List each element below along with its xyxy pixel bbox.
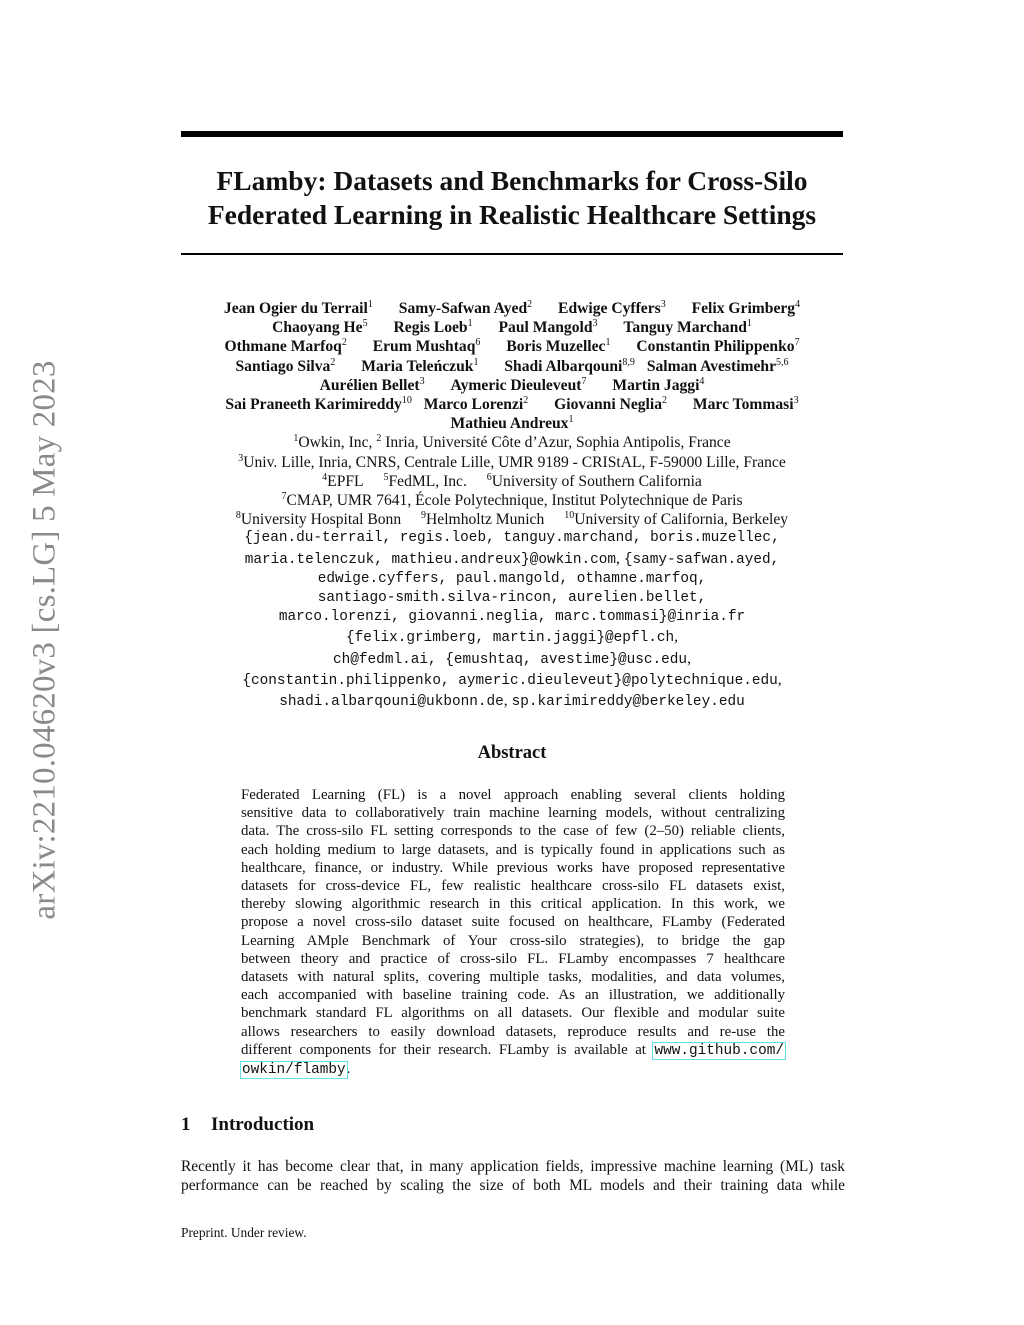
email-line: {felix.grimberg, martin.jaggi}@epfl.ch, <box>345 628 679 647</box>
title-line-2: Federated Learning in Realistic Healthcare Settings <box>207 199 817 230</box>
title-bottom-rule <box>181 253 843 255</box>
affiliation-line <box>150 433 874 452</box>
author-name: Marc Tommasi <box>692 396 794 414</box>
author-line <box>150 395 874 414</box>
affiliation-marker: 3 <box>793 395 799 407</box>
affiliation-number: 10 <box>564 510 575 522</box>
affiliation-number: 3 <box>238 452 244 464</box>
abstract-line: sensitive data to collaboratively train machine learning models, without centralizing <box>241 805 785 822</box>
author-name: Constantin Philippenko <box>636 338 795 356</box>
author-name: Giovanni Neglia <box>554 396 663 414</box>
email-berkeley[interactable]: sp.karimireddy@berkeley.edu <box>511 694 745 711</box>
paper-title <box>181 164 843 232</box>
affiliation-number: 7 <box>281 491 287 503</box>
affiliation-marker: 2 <box>523 395 529 407</box>
author-line <box>150 376 874 395</box>
email-group-polytechnique[interactable]: {constantin.philippenko, aymeric.dieuleveut}@polytechnique.edu <box>242 672 778 689</box>
affiliation-text: CMAP, UMR 7641, École Polytechnique, Institut Polytechnique de Paris <box>286 492 743 510</box>
affiliation-marker: 2 <box>330 356 336 368</box>
affiliation-marker: 4 <box>699 375 705 387</box>
abstract-line: between theory and practice of cross-silo FL. FLamby encompasses 7 healthcare <box>241 950 785 967</box>
author-name: Aymeric Dieuleveut <box>450 376 582 394</box>
abstract-line: healthcare, finance, or industry. While previous works have proposed representative <box>241 859 785 876</box>
affiliation-marker: 1 <box>568 414 574 426</box>
affiliation-text: University of California, Berkeley <box>574 511 789 529</box>
affiliation-number: 5 <box>383 471 389 483</box>
affiliation-marker: 3 <box>419 375 425 387</box>
affiliation-marker: 7 <box>794 337 800 349</box>
affiliation-text: Owkin, Inc, <box>298 434 373 452</box>
affiliation-line <box>150 510 874 529</box>
email-group-epfl[interactable]: {felix.grimberg, martin.jaggi}@epfl.ch <box>345 630 675 647</box>
abstract-line: benchmark standard FL algorithms on all datasets. Our flexible and modular suite <box>241 1005 785 1022</box>
abstract-line: datasets with natural splits, covering multiple tasks, modalities, and data volumes, <box>241 969 785 986</box>
abstract-line: Federated Learning (FL) is a novel approach enabling several clients holding <box>241 787 785 803</box>
email-line[interactable]: marco.lorenzi, giovanni.neglia, marc.tommasi}@inria.fr <box>278 609 746 626</box>
affiliation-marker: 5,6 <box>776 356 789 368</box>
title-top-rule <box>181 131 843 137</box>
affiliation-number: 1 <box>293 433 299 445</box>
affiliation-marker: 6 <box>475 337 481 349</box>
email-group-usc[interactable]: ch@fedml.ai, {emushtaq, avestime}@usc.edu <box>333 651 688 668</box>
email-bonn[interactable]: shadi.albarqouni@ukbonn.de <box>279 694 504 711</box>
affiliation-marker: 1 <box>467 318 473 330</box>
email-line: {constantin.philippenko, aymeric.dieuleveut}@polytechnique.edu, <box>242 670 782 689</box>
affiliation-text: Univ. Lille, Inria, CNRS, Centrale Lille, UMR 9189 - CRIStAL, F-59000 Lille, France <box>243 453 786 471</box>
abstract-line: each accompanied with baseline training code. As an illustration, we additionally <box>241 987 785 1004</box>
affiliation-marker: 1 <box>367 299 373 310</box>
affiliation-marker: 8,9 <box>622 356 635 368</box>
abstract-body <box>241 786 785 1079</box>
author-name: Santiago Silva <box>235 357 331 375</box>
abstract-line: thereby slowing algorithmic research in this critical application. In this work, we <box>241 896 785 913</box>
email-line[interactable]: {jean.du-terrail, regis.loeb, tanguy.marchand, boris.muzellec, <box>244 530 780 547</box>
email-line[interactable]: edwige.cyffers, paul.mangold, othamne.marfoq, <box>317 570 707 587</box>
author-name: Boris Muzellec <box>506 338 606 356</box>
affiliation-marker: 10 <box>401 395 412 407</box>
affiliation-marker: 1 <box>605 337 611 349</box>
author-name: Samy-Safwan Ayed <box>398 300 528 317</box>
author-line <box>150 414 874 433</box>
affiliation-number: 2 <box>376 433 382 445</box>
author-name: Marco Lorenzi <box>423 396 524 414</box>
affiliation-text: Helmholtz Munich <box>426 511 545 529</box>
section-heading-introduction <box>181 1114 314 1136</box>
author-name: Mathieu Andreux <box>450 415 569 433</box>
affiliation-text: EPFL <box>327 472 364 490</box>
affiliation-number: 8 <box>235 510 241 522</box>
affiliation-text: University Hospital Bonn <box>240 511 402 529</box>
github-link-continued[interactable]: owkin/flamby <box>242 1062 346 1079</box>
affiliation-line <box>150 472 874 491</box>
email-line: shadi.albarqouni@ukbonn.de, sp.karimireddy@berkeley.edu <box>279 692 745 711</box>
email-line: ch@fedml.ai, {emushtaq, avestime}@usc.edu, <box>333 649 691 668</box>
affiliation-text: Inria, Université Côte d’Azur, Sophia Antipolis, France <box>385 434 731 452</box>
author-name: Aurélien Bellet <box>319 376 420 394</box>
affiliation-text: FedML, Inc. <box>388 472 467 490</box>
affiliation-number: 4 <box>322 471 328 483</box>
author-name: Erum Mushtaq <box>372 338 476 356</box>
author-name: Regis Loeb <box>393 319 468 337</box>
author-name: Sai Praneeth Karimireddy <box>225 396 402 414</box>
affiliation-marker: 1 <box>746 318 752 330</box>
author-line <box>150 337 874 356</box>
affiliation-marker: 3 <box>592 318 598 330</box>
author-block <box>150 299 874 712</box>
title-line-1: FLamby: Datasets and Benchmarks for Cross-Silo <box>216 165 808 196</box>
email-group-inria-start[interactable]: {samy-safwan.ayed, <box>623 551 780 568</box>
email-line[interactable]: santiago-smith.silva-rincon, aurelien.bellet, <box>317 590 707 607</box>
affiliation-marker: 4 <box>795 299 801 310</box>
abstract-line: propose a novel cross-silo dataset suite focused on healthcare, FLamby (Federated <box>241 914 785 931</box>
affiliation-line <box>150 491 874 510</box>
affiliation-number: 6 <box>486 471 492 483</box>
abstract-line: each holding medium to large datasets, and is typically found in applications such as <box>241 841 785 858</box>
abstract-line: data. The cross-silo FL setting corresponds to the case of few (2–50) reliable clients, <box>241 823 785 840</box>
email-group-owkin[interactable]: maria.telenczuk, mathieu.andreux}@owkin.com <box>244 551 617 568</box>
abstract-line-text: different components for their research. FLamby is available at <box>241 1041 646 1058</box>
affiliation-marker: 2 <box>527 299 533 310</box>
abstract-line: Learning AMple Benchmark of Your cross-silo strategies), to bridge the gap <box>241 932 785 949</box>
author-name: Tanguy Marchand <box>623 319 747 337</box>
author-name: Chaoyang He <box>272 319 363 337</box>
affiliation-line <box>150 453 874 472</box>
abstract-line <box>241 1041 785 1060</box>
abstract-line: datasets for cross-device FL, few realistic healthcare cross-silo FL datasets exist, <box>241 878 785 895</box>
introduction-line: performance can be reached by scaling the size of both ML models and their training data while <box>181 1177 845 1195</box>
introduction-body <box>181 1157 845 1195</box>
abstract-line: owkin/flamby. <box>242 1061 351 1079</box>
footer-note: Preprint. Under review. <box>181 1225 307 1240</box>
affiliation-marker: 2 <box>662 395 668 407</box>
author-name: Maria Teleńczuk <box>361 357 474 375</box>
email-line: maria.telenczuk, mathieu.andreux}@owkin.com, {samy-safwan.ayed, <box>244 549 780 568</box>
affiliation-marker: 2 <box>341 337 347 349</box>
section-title: Introduction <box>211 1114 315 1135</box>
author-name: Salman Avestimehr <box>646 357 777 375</box>
author-name: Othmane Marfoq <box>224 338 342 356</box>
author-line <box>150 299 874 318</box>
author-name: Martin Jaggi <box>612 376 700 394</box>
author-name: Felix Grimberg <box>691 300 796 317</box>
abstract-line: allows researchers to easily download datasets, reproduce results and re-use the <box>241 1023 785 1040</box>
affiliation-marker: 3 <box>660 299 666 310</box>
affiliation-number: 9 <box>421 510 427 522</box>
arxiv-id-text[interactable]: arXiv:2210.04620v3 [cs.LG] 5 May 2023 <box>26 360 63 920</box>
github-link[interactable]: www.github.com/ <box>654 1042 784 1059</box>
author-name: Edwige Cyffers <box>558 300 661 317</box>
author-name: Paul Mangold <box>498 319 593 337</box>
author-name: Shadi Albarqouni <box>504 357 623 375</box>
abstract-heading: Abstract <box>477 743 547 763</box>
affiliation-marker: 1 <box>473 356 479 368</box>
section-number: 1 <box>181 1114 191 1135</box>
author-line <box>150 357 874 376</box>
author-name: Jean Ogier du Terrail <box>223 300 368 317</box>
affiliation-text: University of Southern California <box>491 472 702 490</box>
introduction-line: Recently it has become clear that, in many application fields, impressive machine learning (ML) task <box>181 1158 845 1175</box>
affiliation-marker: 5 <box>362 318 368 330</box>
author-line <box>150 318 874 337</box>
affiliation-marker: 7 <box>581 375 587 387</box>
